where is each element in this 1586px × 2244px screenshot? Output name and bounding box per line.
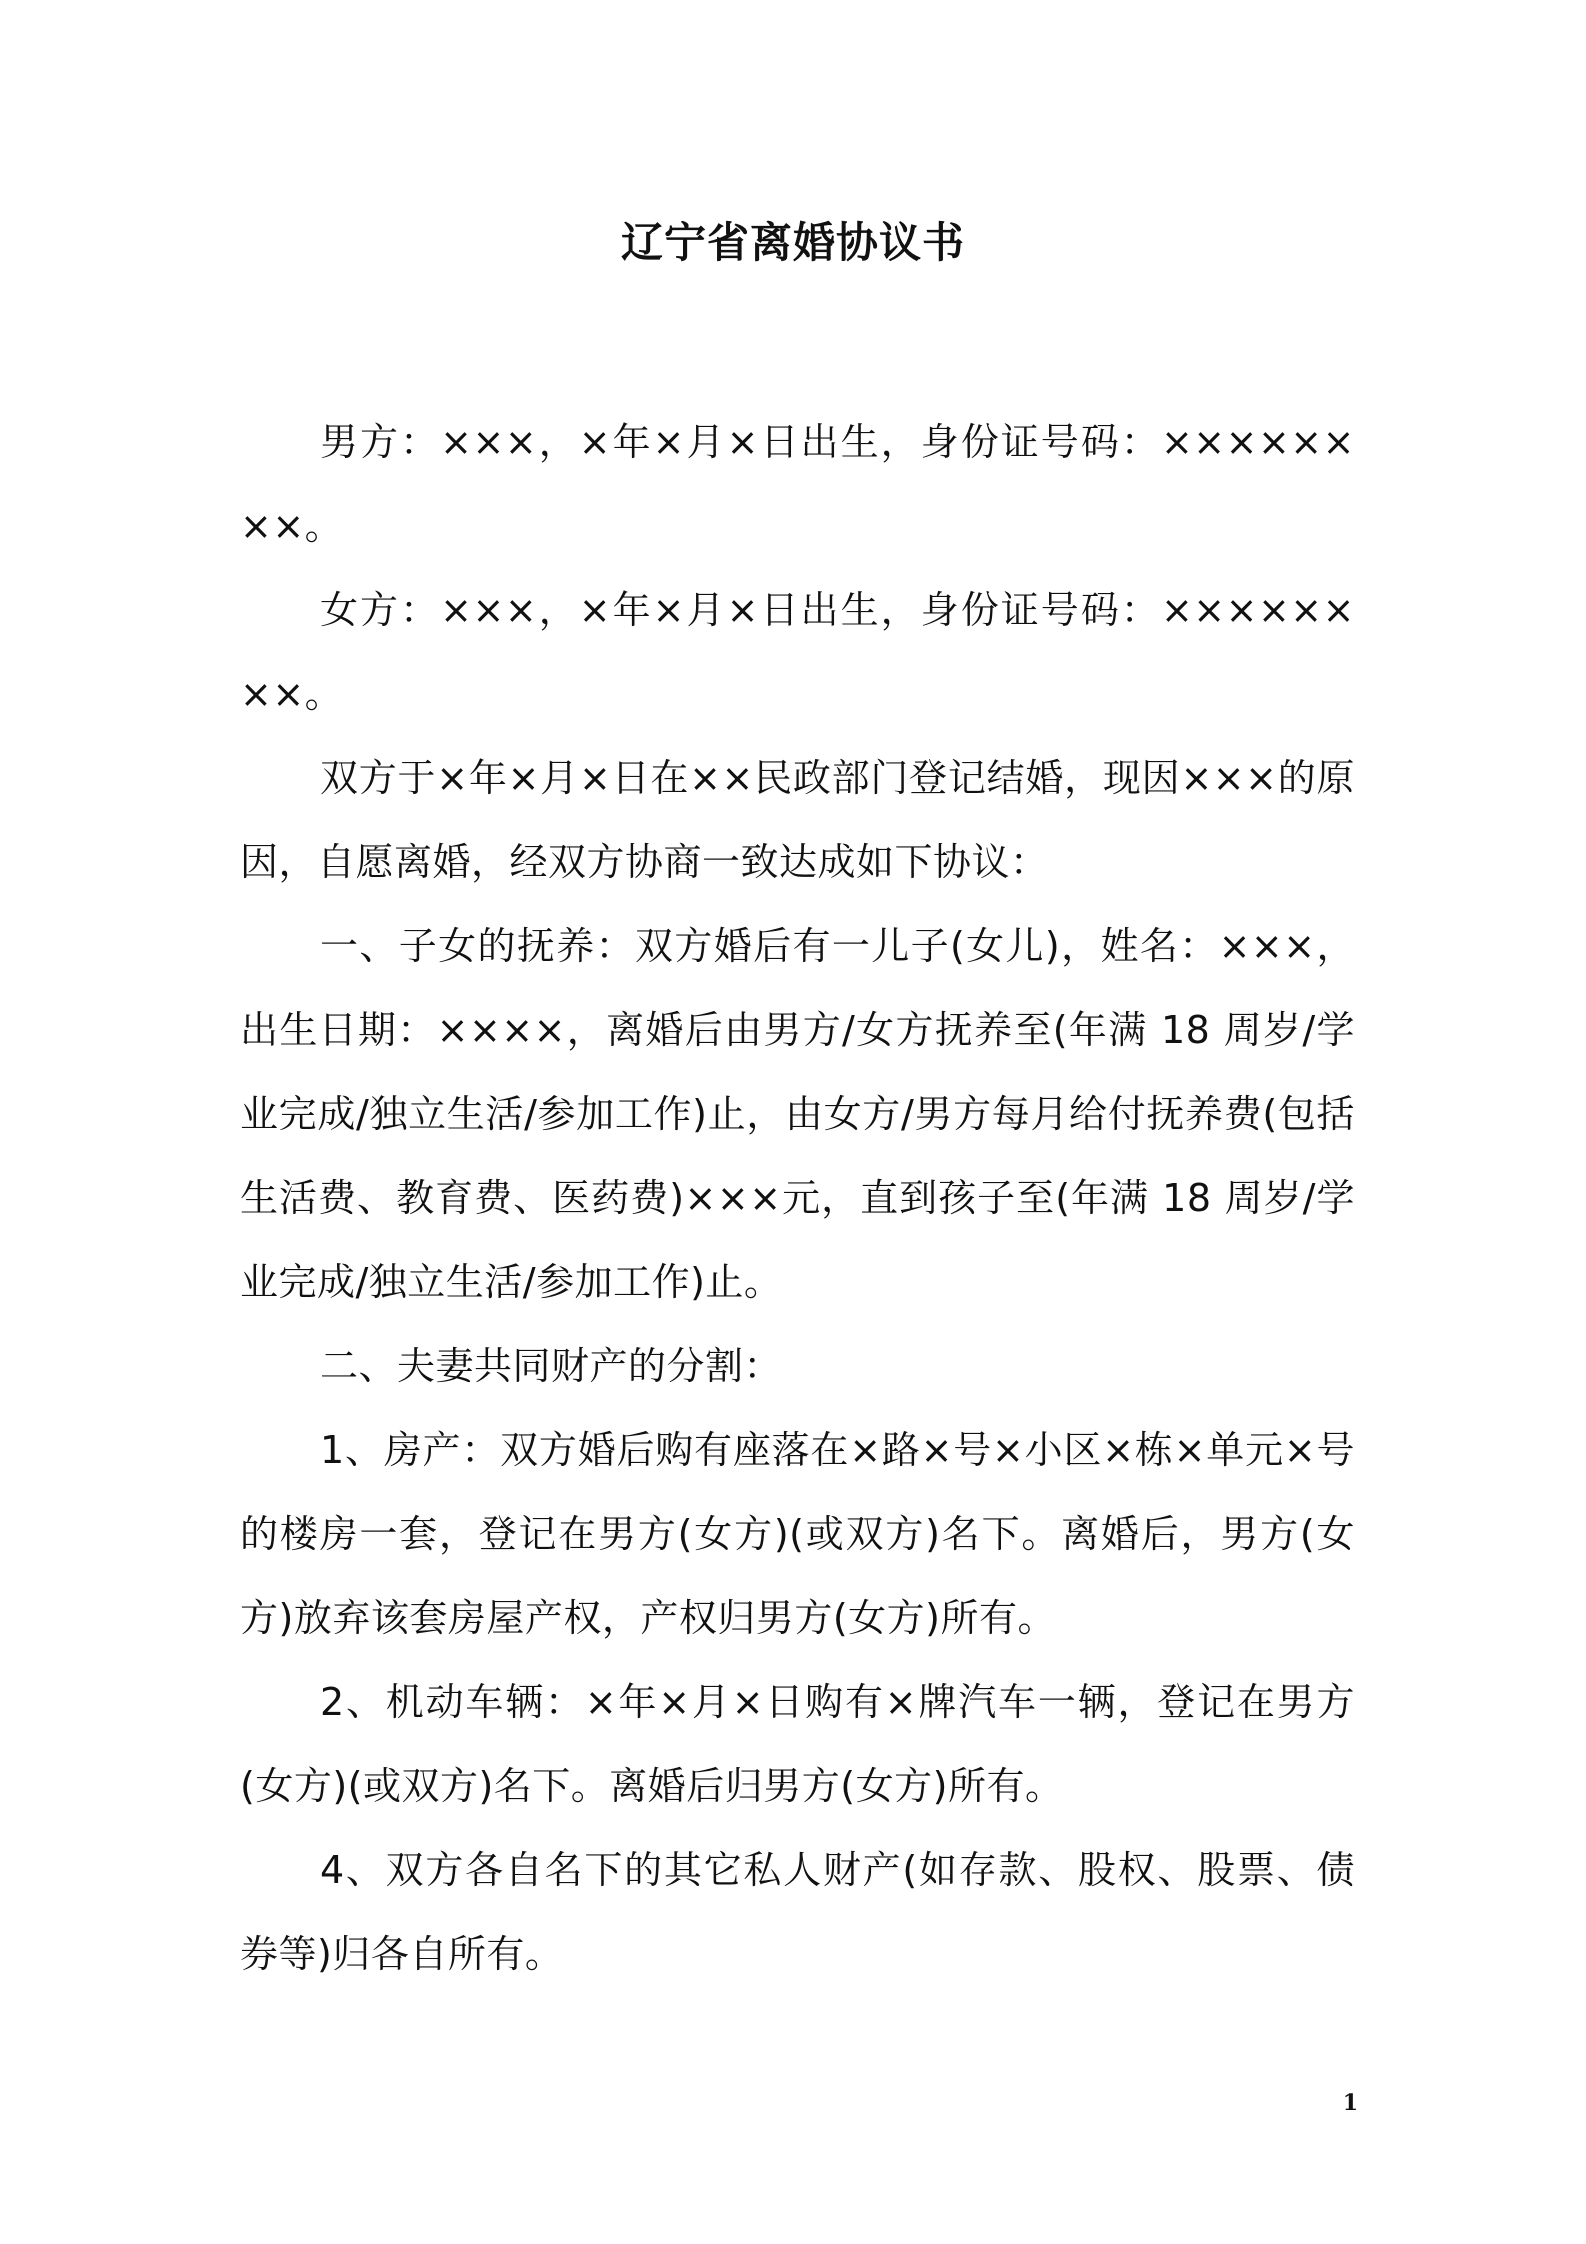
paragraph-child-custody: 一、子女的抚养：双方婚后有一儿子(女儿)，姓名：×××，出生日期：××××，离婚后由男方/女方抚养至(年满 18 周岁/学业完成/独立生活/参加工作)止，由女方/男方每月给付抚养费(包括生活费、教育费、医药费)×××元，直到孩子至(年满 18 周岁/学业完成/独立生活/参加工作)止。	[240, 924, 1355, 1304]
paragraph-marriage-registration: 双方于×年×月×日在××民政部门登记结婚，现因×××的原因，自愿离婚，经双方协商一致达成如下协议：	[240, 756, 1355, 884]
paragraph-property-heading: 二、夫妻共同财产的分割：	[320, 1344, 783, 1388]
paragraph-female-party: 女方：×××，×年×月×日出生，身份证号码：××××××××。	[240, 588, 1355, 716]
document-title: 辽宁省离婚协议书	[620, 218, 965, 267]
paragraph-private-property: 4、双方各自名下的其它私人财产(如存款、股权、股票、债券等)归各自所有。	[240, 1848, 1355, 1976]
paragraph-real-estate: 1、房产：双方婚后购有座落在×路×号×小区×栋×单元×号的楼房一套，登记在男方(女方)(或双方)名下。离婚后，男方(女方)放弃该套房屋产权，产权归男方(女方)所有。	[240, 1428, 1355, 1640]
page-number: 1	[1342, 2090, 1358, 2116]
paragraph-vehicle: 2、机动车辆：×年×月×日购有×牌汽车一辆，登记在男方(女方)(或双方)名下。离婚后归男方(女方)所有。	[240, 1680, 1355, 1808]
document-body	[240, 400, 1355, 1996]
paragraph-male-party: 男方：×××，×年×月×日出生，身份证号码：××××××××。	[240, 420, 1355, 548]
